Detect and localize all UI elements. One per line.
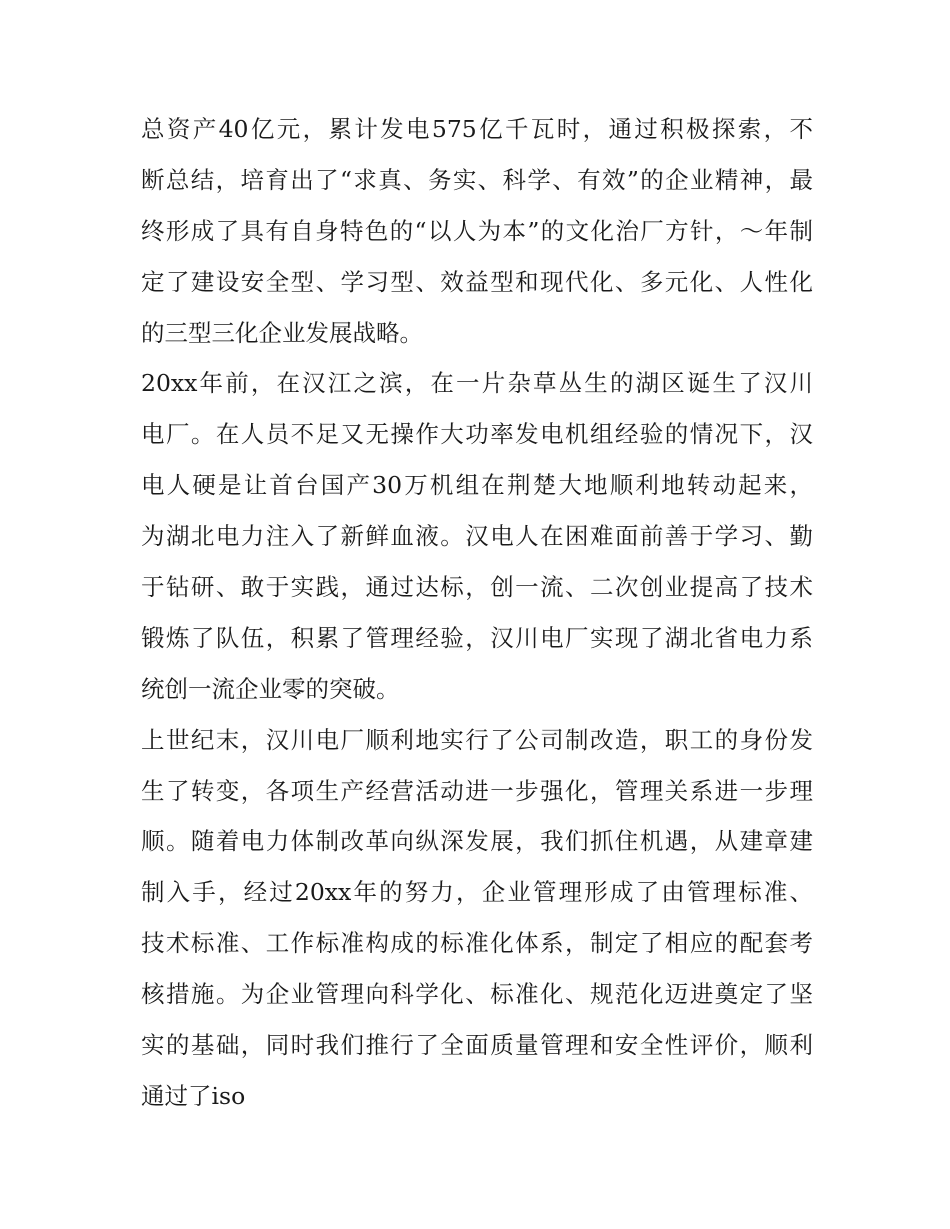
text-line: 技术标准、工作标准构成的标准化体系，制定了相应的配套考: [141, 929, 813, 958]
text-line: 制入手，经过20xx年的努力，企业管理形成了由管理标准、: [141, 878, 813, 907]
text-line: 电人硬是让首台国产30万机组在荆楚大地顺利地转动起来，: [141, 471, 813, 500]
text-line: 统创一流企业零的突破。: [141, 674, 400, 703]
text-line: 上世纪末，汉川电厂顺利地实行了公司制改造，职工的身份发: [141, 725, 813, 754]
text-line: 总资产40亿元，累计发电575亿千瓦时，通过积极探索，不: [141, 115, 813, 143]
text-line: 锻炼了队伍，积累了管理经验，汉川电厂实现了湖北省电力系: [141, 623, 813, 652]
text-line: 为湖北电力注入了新鲜血液。汉电人在困难面前善于学习、勤: [141, 522, 813, 551]
text-line: 核措施。为企业管理向科学化、标准化、规范化迈进奠定了坚: [141, 980, 813, 1009]
text-line: 通过了iso: [141, 1081, 246, 1110]
text-line: 终形成了具有自身特色的“以人为本”的文化治厂方针，～年制: [141, 216, 813, 245]
text-line: 断总结，培育出了“求真、务实、科学、有效”的企业精神，最: [141, 165, 813, 194]
text-line: 电厂。在人员不足又无操作大功率发电机组经验的情况下，汉: [141, 420, 813, 449]
document-body: [141, 104, 813, 1122]
text-line: 20xx年前，在汉江之滨，在一片杂草丛生的湖区诞生了汉川: [141, 369, 813, 398]
text-line: 定了建设安全型、学习型、效益型和现代化、多元化、人性化: [141, 267, 813, 296]
text-line: 的三型三化企业发展战略。: [141, 318, 423, 347]
text-line: 生了转变，各项生产经营活动进一步强化，管理关系进一步理: [141, 776, 813, 805]
text-line: 于钻研、敢于实践，通过达标，创一流、二次创业提高了技术: [141, 573, 813, 602]
text-line: 顺。随着电力体制改革向纵深发展，我们抓住机遇，从建章建: [141, 827, 813, 856]
text-line: 实的基础，同时我们推行了全面质量管理和安全性评价，顺利: [141, 1031, 813, 1060]
